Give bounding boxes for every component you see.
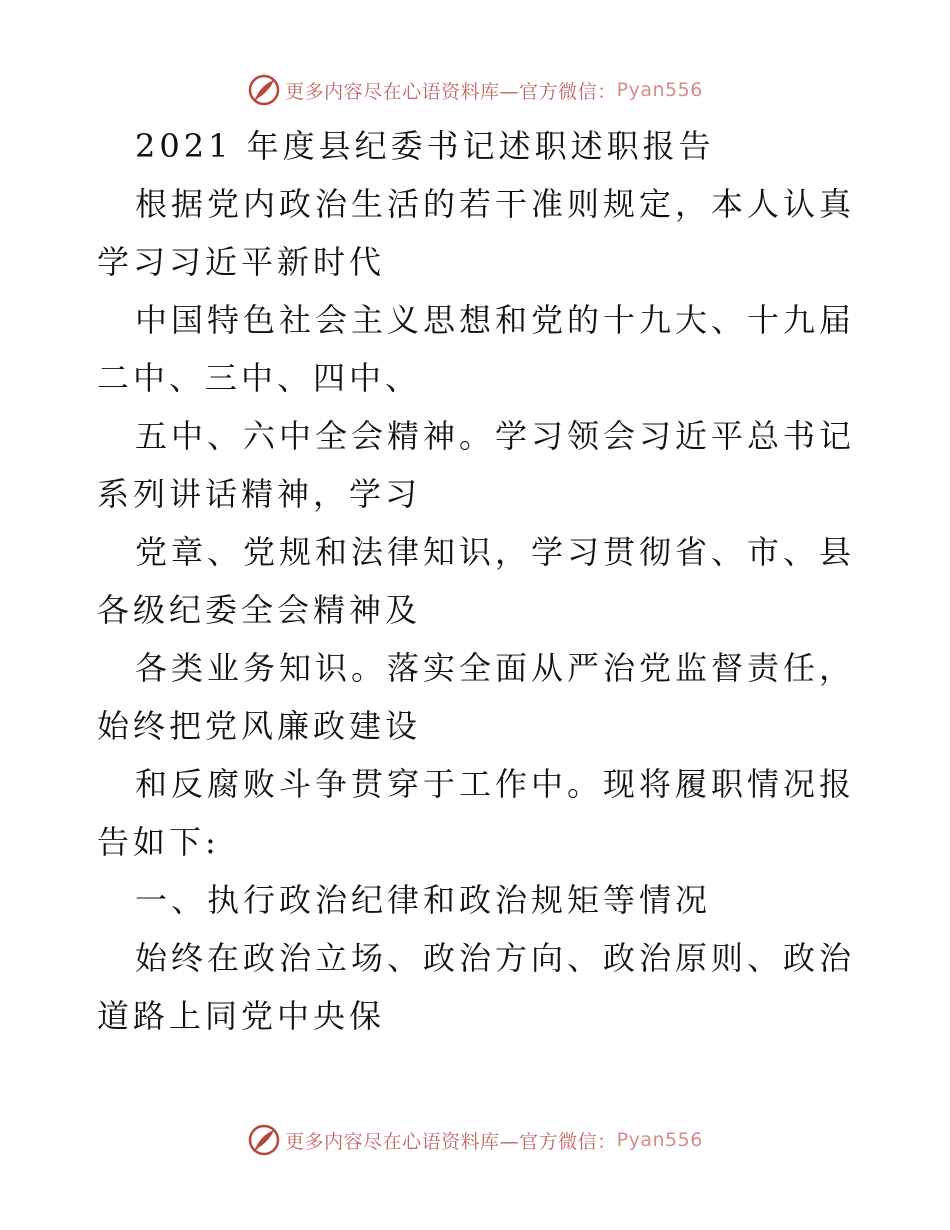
paragraph-3: 五中、六中全会精神。学习领会习近平总书记系列讲话精神，学习	[97, 417, 856, 513]
watermark-text: 更多内容尽在心语资料库—官方微信：	[285, 1130, 617, 1153]
paragraph-6: 和反腐败斗争贯穿于工作中。现将履职情况报告如下:	[97, 765, 856, 861]
quill-pen-logo-icon	[247, 73, 281, 107]
section-heading: 一、执行政治纪律和政治规矩等情况	[135, 881, 712, 919]
paragraph-4: 党章、党规和法律知识，学习贯彻省、市、县各级纪委全会精神及	[97, 533, 856, 629]
document-title: 2021 年度县纪委书记述职述职报告	[135, 127, 715, 165]
paragraph-1: 根据党内政治生活的若干准则规定，本人认真学习习近平新时代	[97, 185, 856, 281]
watermark-wechat-id: Pyan556	[616, 1129, 703, 1151]
document-body	[97, 117, 857, 1045]
watermark-wechat-id: Pyan556	[616, 79, 703, 101]
watermark-text: 更多内容尽在心语资料库—官方微信：	[285, 80, 617, 103]
header-watermark	[0, 70, 950, 110]
paragraph-7: 始终在政治立场、政治方向、政治原则、政治道路上同党中央保	[97, 939, 856, 1035]
paragraph-2: 中国特色社会主义思想和党的十九大、十九届二中、三中、四中、	[97, 301, 856, 397]
quill-pen-logo-icon	[247, 1123, 281, 1157]
footer-watermark	[0, 1120, 950, 1160]
paragraph-5: 各类业务知识。落实全面从严治党监督责任，始终把党风廉政建设	[97, 649, 856, 745]
